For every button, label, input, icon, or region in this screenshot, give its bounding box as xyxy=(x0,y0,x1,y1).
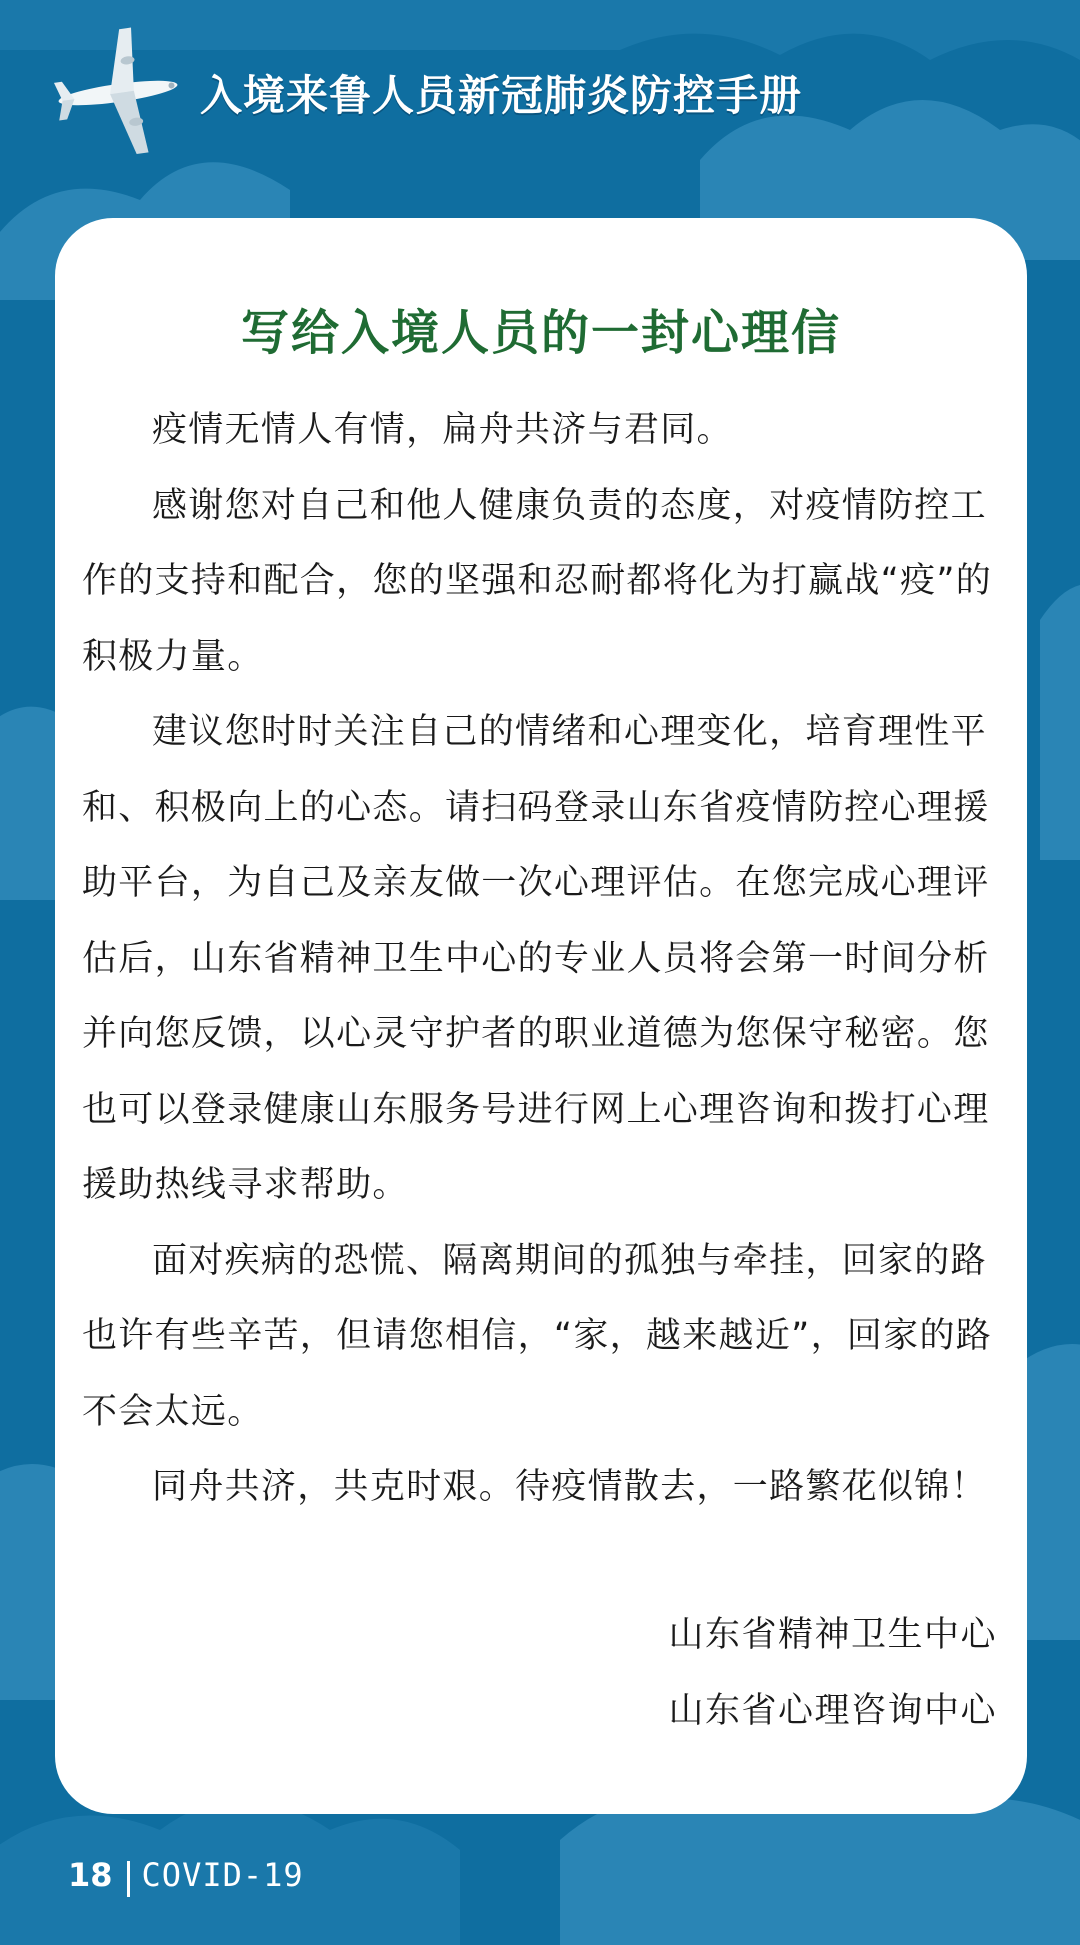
signature-organization: 山东省心理咨询中心 xyxy=(668,1691,997,1731)
footer-divider xyxy=(127,1861,130,1897)
footer-label: COVID-19 xyxy=(141,1856,304,1894)
letter-paragraph: 建议您时时关注自己的情绪和心理变化，培育理性平和、积极向上的心态。请扫码登录山东省疫情防控心理援助平台，为自己及亲友做一次心理评估。在您完成心理评估后，山东省精神卫生中心的专业人员将会第一时间分析并向您反馈，以心灵守护者的职业道德为您保守秘密。您也可以登录健康山东服务号进行网上心理咨询和拨打心理援助热线寻求帮助。 xyxy=(82,712,990,1205)
page-footer xyxy=(68,1850,304,1900)
letter-signature xyxy=(668,1597,997,1749)
airplane-icon xyxy=(48,22,188,164)
letter-title: 写给入境人员的一封心理信 xyxy=(240,305,841,361)
letter-card xyxy=(55,218,1027,1814)
letter-body xyxy=(82,393,1014,1526)
page-number: 18 xyxy=(68,1856,113,1894)
letter-paragraph: 感谢您对自己和他人健康负责的态度，对疫情防控工作的支持和配合，您的坚强和忍耐都将化为打赢战“疫”的积极力量。 xyxy=(82,485,993,677)
letter-paragraph: 疫情无情人有情，扁舟共济与君同。 xyxy=(152,410,733,450)
signature-organization: 山东省精神卫生中心 xyxy=(668,1615,997,1655)
letter-paragraph: 面对疾病的恐慌、隔离期间的孤独与牵挂，回家的路也许有些辛苦，但请您相信，“家，越来越近”，回家的路不会太远。 xyxy=(82,1240,993,1432)
handbook-title: 入境来鲁人员新冠肺炎防控手册 xyxy=(200,71,803,120)
letter-paragraph: 同舟共济，共克时艰。待疫情散去，一路繁花似锦！ xyxy=(152,1467,987,1507)
